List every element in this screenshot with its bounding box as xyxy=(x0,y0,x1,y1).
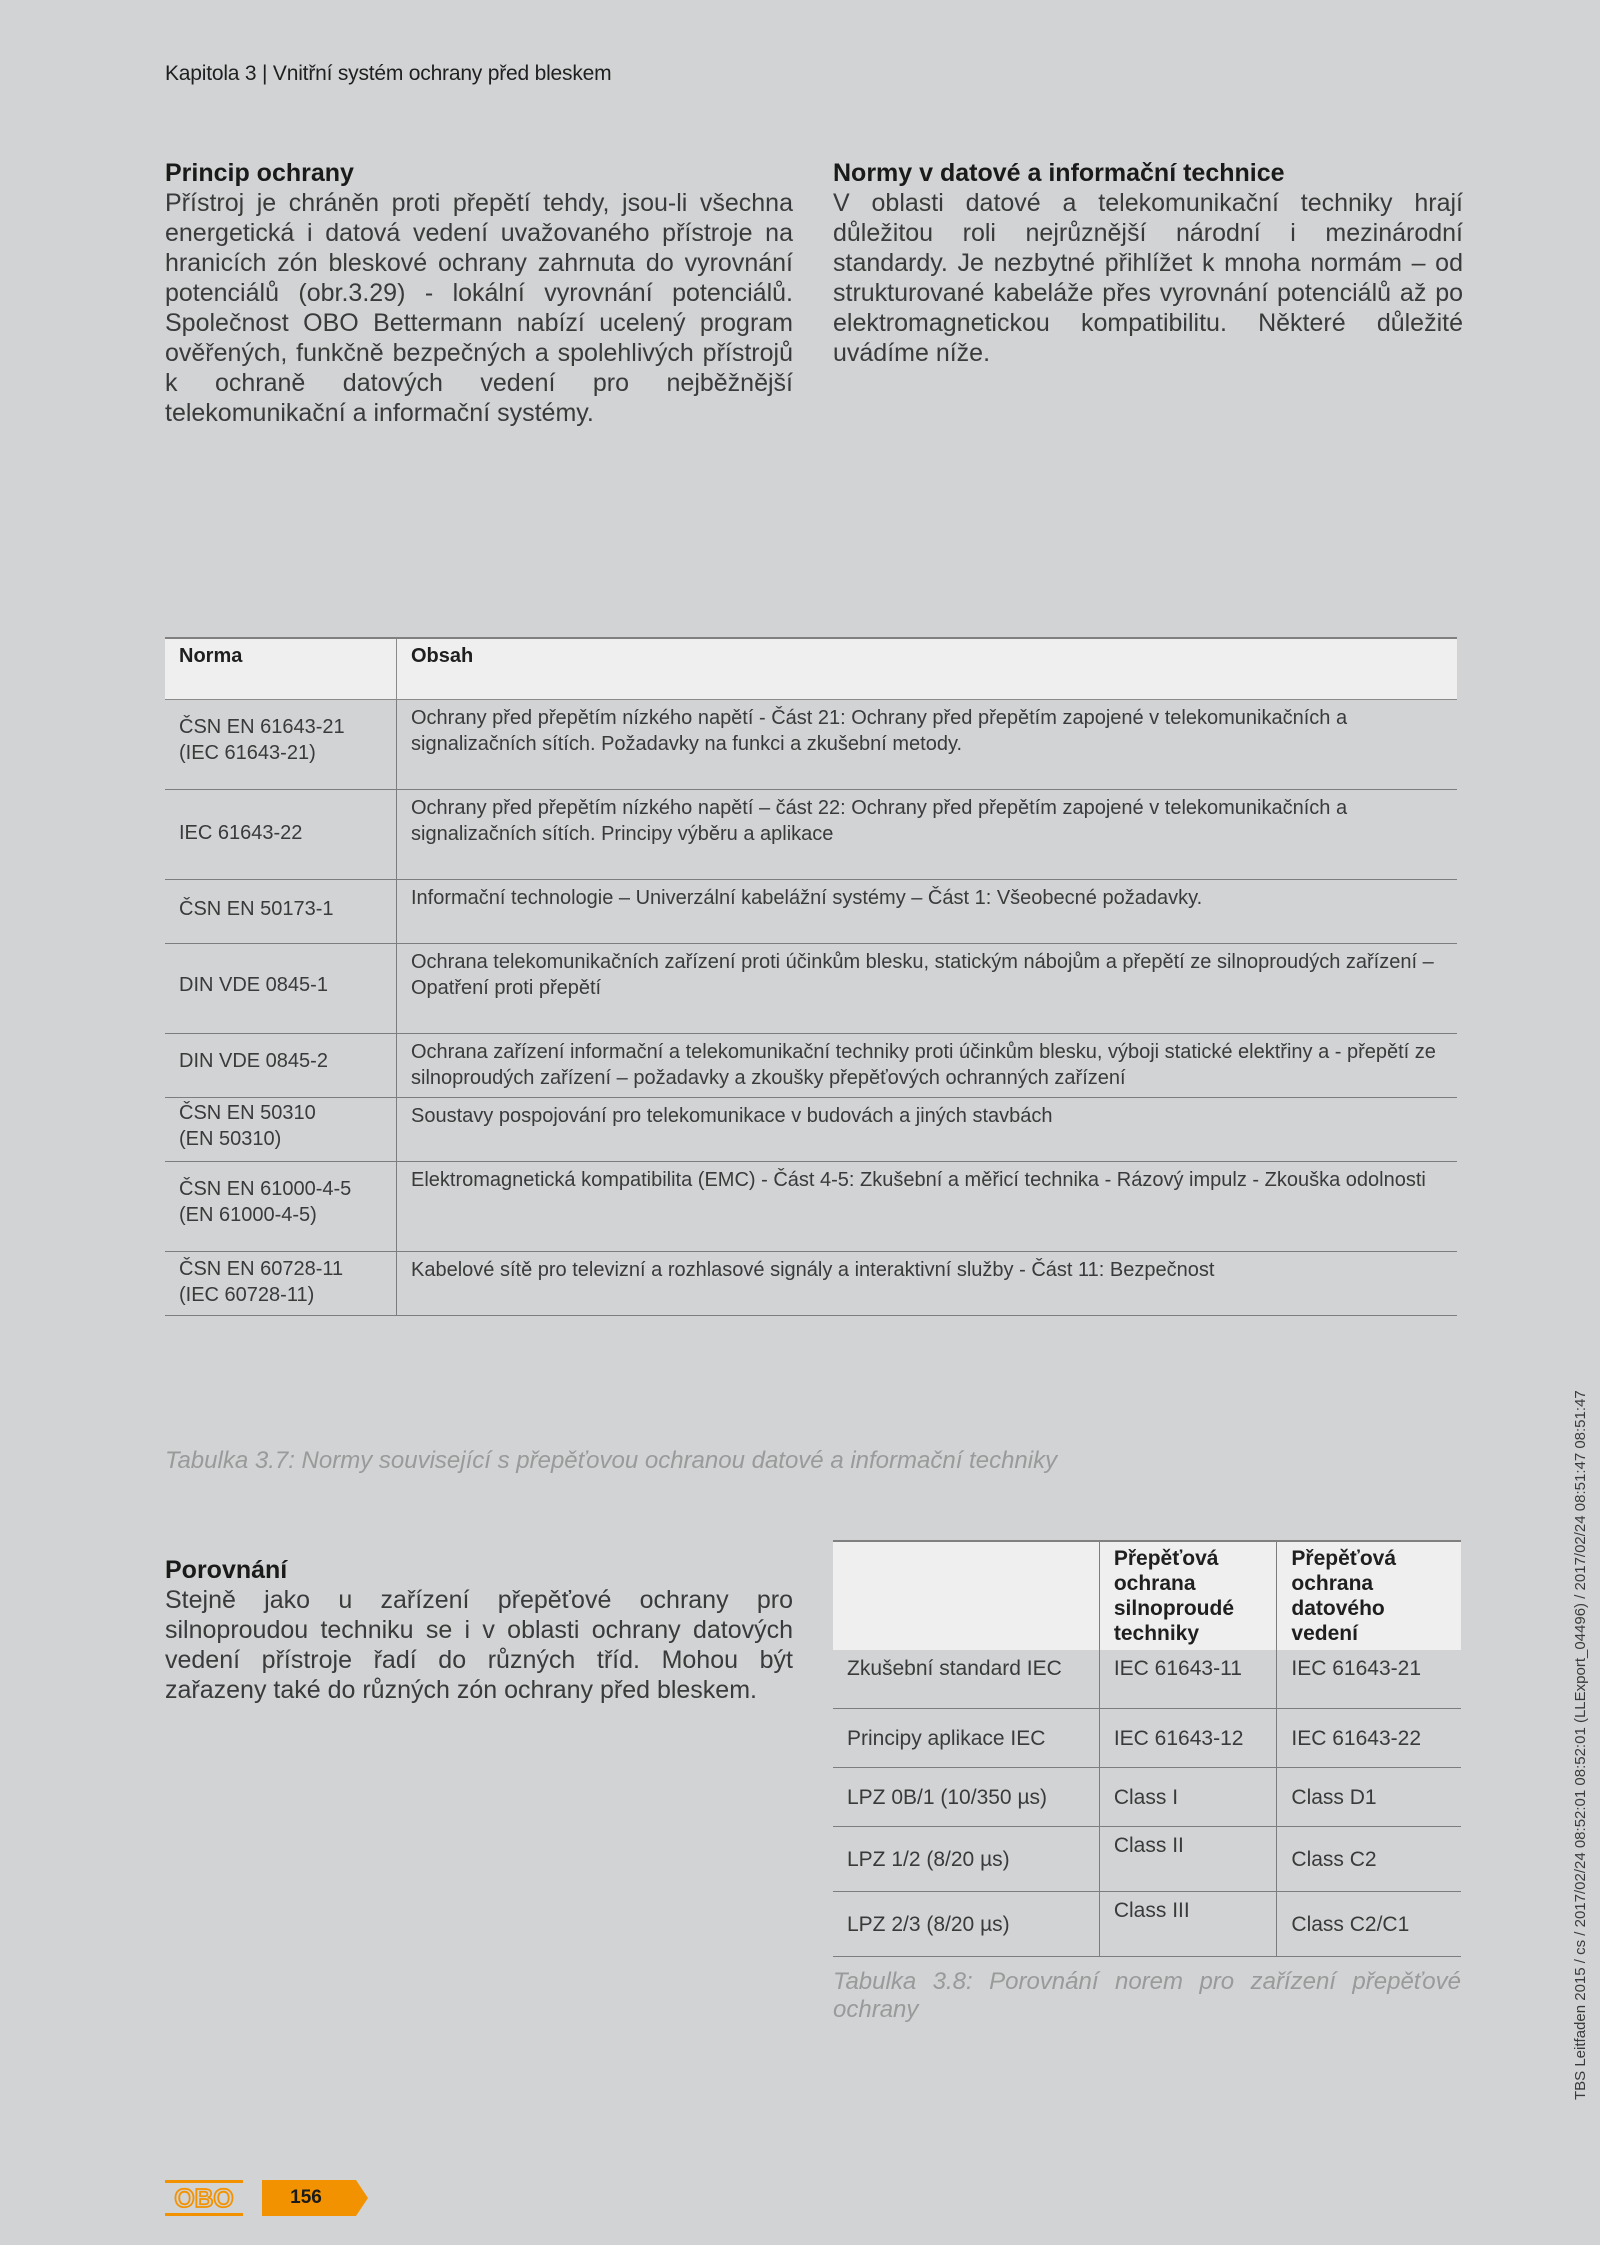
cell-value: Class III xyxy=(1099,1892,1277,1957)
cell-value: Class I xyxy=(1099,1768,1277,1827)
row-label: LPZ 0B/1 (10/350 µs) xyxy=(833,1768,1099,1827)
norm-code: DIN VDE 0845-1 xyxy=(179,974,328,996)
comparison-section xyxy=(165,1555,793,1705)
table-row xyxy=(833,1768,1461,1827)
table-row xyxy=(833,1892,1461,1957)
cell-value: Class D1 xyxy=(1277,1768,1461,1827)
column-header-obsah: Obsah xyxy=(397,638,1458,700)
table-row xyxy=(833,1650,1461,1709)
cell-value: Class II xyxy=(1099,1827,1277,1892)
norms-table xyxy=(165,637,1457,1316)
norm-code: ČSN EN 61000-4-5 (EN 61000-4-5) xyxy=(179,1178,352,1226)
norm-content: Informační technologie – Univerzální kabelážní systémy – Část 1: Všeobecné požadavky. xyxy=(397,880,1458,944)
norm-content: Soustavy pospojování pro telekomunikace v budovách a jiných stavbách xyxy=(397,1098,1458,1162)
table-row xyxy=(165,944,1457,1034)
cell-value: Class C2/C1 xyxy=(1277,1892,1461,1957)
comparison-title: Porovnání xyxy=(165,1556,288,1584)
table-row xyxy=(165,1162,1457,1252)
obo-logo xyxy=(165,2180,243,2216)
table-row xyxy=(165,880,1457,944)
cell-value: IEC 61643-21 xyxy=(1277,1650,1461,1709)
table-row xyxy=(165,1098,1457,1162)
principle-section xyxy=(165,158,793,428)
row-label: Principy aplikace IEC xyxy=(833,1709,1099,1768)
norm-content: Ochrana zařízení informační a telekomunikační techniky proti účinkům blesku, výboji statické elektřiny a - přepětí ze silnoproudých zařízení – požadavky a zkoušky přepěťových ochranných zařízení xyxy=(397,1034,1458,1098)
norm-code: ČSN EN 61643-21 (IEC 61643-21) xyxy=(179,716,345,764)
row-label: LPZ 1/2 (8/20 µs) xyxy=(833,1827,1099,1892)
table-row xyxy=(165,700,1457,790)
column-header-power: Přepěťová ochrana silnoproudé techniky xyxy=(1099,1541,1277,1650)
table-caption-3-7: Tabulka 3.7: Normy související s přepěťovou ochranou datové a informační techniky xyxy=(165,1447,1058,1474)
principle-text: Přístroj je chráněn proti přepětí tehdy, jsou-li všechna energetická i datová vedení uvažovaného přístroje na hranicích zón bleskové ochrany zahrnuta do vyrovnání potenciálů (obr.3.29) - lokální vyrovnání potenciálů. Společnost OBO Bettermann nabízí ucelený program ověřených, funkčně bezpečných a spolehlivých přístrojů k ochraně datových vedení pro nejběžnější telekomunikační a informační systémy. xyxy=(165,189,793,427)
norm-content: Ochrana telekomunikačních zařízení proti účinkům blesku, statickým nábojům a přepětí ze silnoproudých zařízení – Opatření proti přepětí xyxy=(397,944,1458,1034)
page-number: 156 xyxy=(290,2187,322,2208)
norm-code: ČSN EN 50173-1 xyxy=(179,898,334,920)
table-row xyxy=(165,1252,1457,1316)
table-row xyxy=(165,790,1457,880)
norm-content: Elektromagnetická kompatibilita (EMC) - Část 4-5: Zkušební a měřicí technika - Rázový impulz - Zkouška odolnosti xyxy=(397,1162,1458,1252)
principle-title: Princip ochrany xyxy=(165,159,354,187)
cell-value: IEC 61643-22 xyxy=(1277,1709,1461,1768)
norm-content: Ochrany před přepětím nízkého napětí – část 22: Ochrany před přepětím zapojené v telekomunikačních a signalizačních sítích. Principy výběru a aplikace xyxy=(397,790,1458,880)
table-header-row xyxy=(833,1541,1461,1650)
table-row xyxy=(833,1709,1461,1768)
norm-code: DIN VDE 0845-2 xyxy=(179,1050,328,1072)
column-header-norma: Norma xyxy=(165,638,397,700)
column-header-data: Přepěťová ochrana datového vedení xyxy=(1277,1541,1461,1650)
norms-title: Normy v datové a informační technice xyxy=(833,159,1285,187)
export-side-note: TBS Leitfaden 2015 / cs / 2017/02/24 08:52:01 08:52:01 (LLExport_04496) / 2017/02/24 08:51:47 08:51:47 xyxy=(1572,1390,1589,2100)
row-label: Zkušební standard IEC xyxy=(833,1650,1099,1709)
chapter-header: Kapitola 3 | Vnitřní systém ochrany před bleskem xyxy=(165,62,612,85)
table-caption-3-8: Tabulka 3.8: Porovnání norem pro zařízení přepěťové ochrany xyxy=(833,1968,1461,2023)
norm-content: Ochrany před přepětím nízkého napětí - Část 21: Ochrany před přepětím zapojené v telekomunikačních a signalizačních sítích. Požadavky na funkci a zkušební metody. xyxy=(397,700,1458,790)
logo-text: OBO xyxy=(174,2183,234,2213)
cell-value: IEC 61643-12 xyxy=(1099,1709,1277,1768)
norm-code: ČSN EN 50310 (EN 50310) xyxy=(179,1102,316,1150)
row-label: LPZ 2/3 (8/20 µs) xyxy=(833,1892,1099,1957)
comparison-text: Stejně jako u zařízení přepěťové ochrany pro silnoproudou techniku se i v oblasti ochrany datových vedení přístroje řadí do různých tříd. Mohou být zařazeny také do různých zón ochrany před bleskem. xyxy=(165,1586,793,1704)
table-row xyxy=(833,1827,1461,1892)
cell-value: IEC 61643-11 xyxy=(1099,1650,1277,1709)
norms-section xyxy=(833,158,1463,368)
cell-value: Class C2 xyxy=(1277,1827,1461,1892)
norm-code: IEC 61643-22 xyxy=(179,822,303,844)
table-row xyxy=(165,1034,1457,1098)
comparison-table xyxy=(833,1540,1461,1957)
norm-content: Kabelové sítě pro televizní a rozhlasové signály a interaktivní služby - Část 11: Bezpečnost xyxy=(397,1252,1458,1316)
column-header-empty xyxy=(833,1541,1099,1650)
norm-code: ČSN EN 60728-11 (IEC 60728-11) xyxy=(179,1258,344,1306)
norms-text: V oblasti datové a telekomunikační techniky hrají důležitou roli nejrůznější národní i mezinárodní standardy. Je nezbytné přihlížet k mnoha normám – od strukturované kabeláže přes vyrovnání potenciálů až po elektromagnetickou kompatibilitu. Některé důležité uvádíme níže. xyxy=(833,189,1463,367)
